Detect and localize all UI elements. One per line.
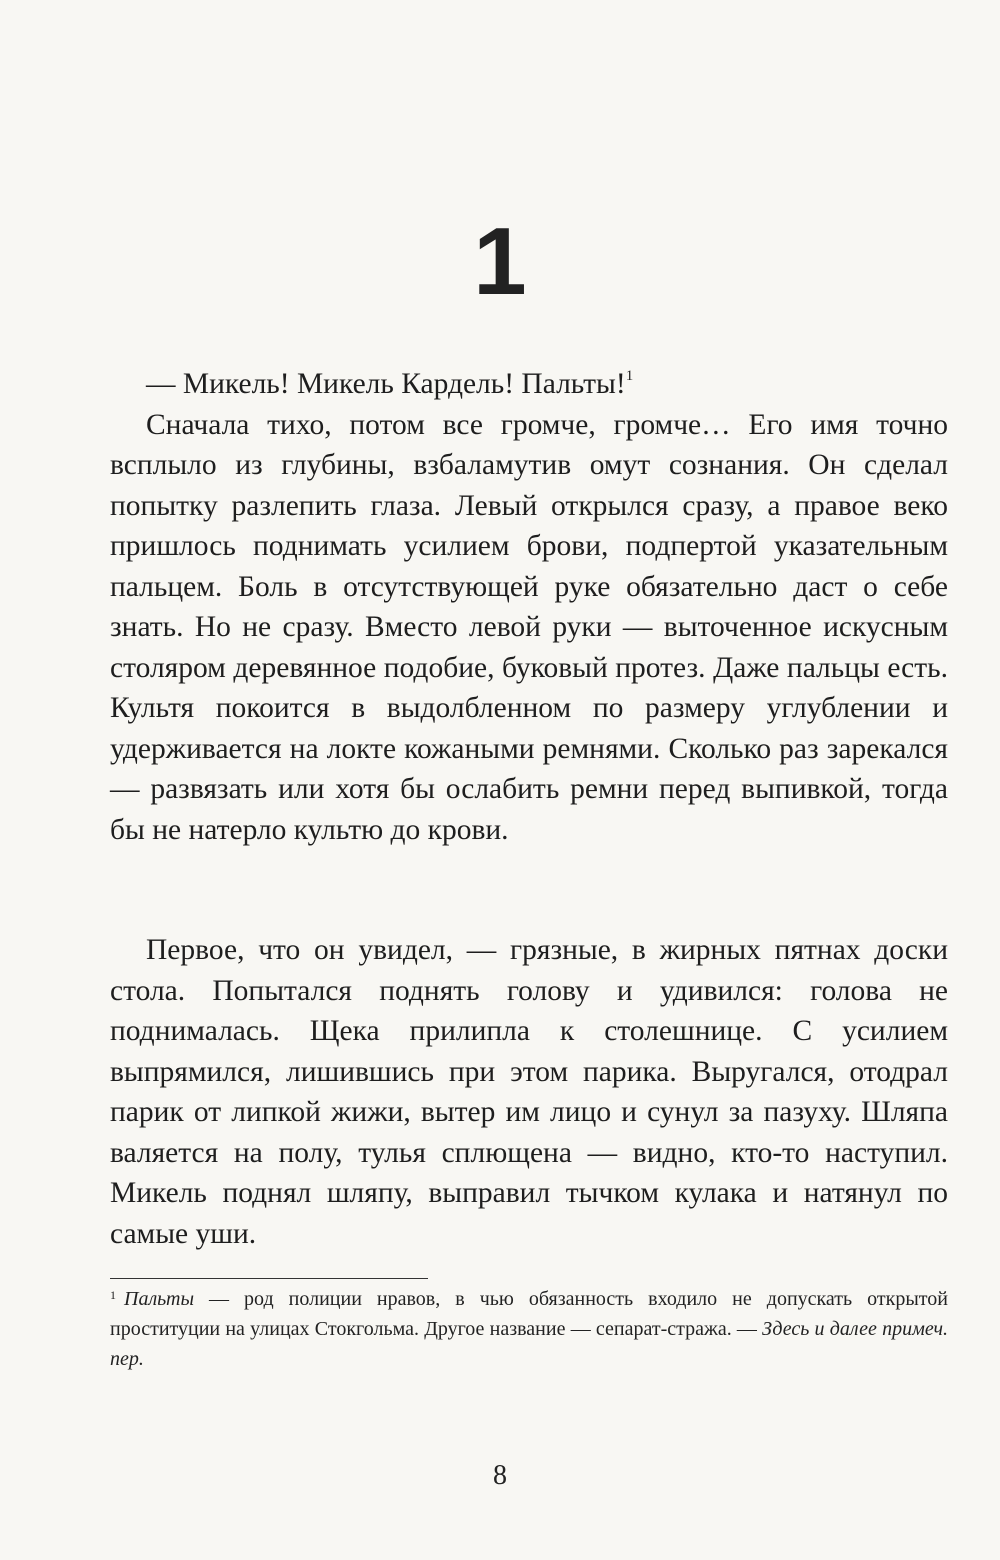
- footnote: [110, 1284, 948, 1374]
- footnote-term: Пальты: [124, 1288, 194, 1310]
- opening-dialogue-line: [110, 364, 948, 405]
- footnote-text: — род полиции нравов, в чью обязанность входило не допускать открытой проституции на улицах Стокгольма. Другое название — сепарат-стража. —: [110, 1288, 948, 1340]
- chapter-number: 1: [473, 208, 527, 315]
- dialogue-text: — Микель! Микель Кардель! Пальты!: [146, 368, 626, 400]
- footnote-translator-note: Здесь и далее примеч. пер.: [110, 1318, 948, 1370]
- footnote-divider: [110, 1278, 428, 1279]
- text-block-2: [110, 930, 948, 1254]
- footnote-reference[interactable]: 1: [625, 368, 634, 384]
- page-number: 8: [493, 1460, 507, 1491]
- footnote-marker: 1: [110, 1288, 116, 1302]
- paragraph: Первое, что он увидел, — грязные, в жирных пятнах доски стола. Попытался поднять голову и удивился: голова не поднималась. Щека прилипла к столешнице. С усилием выпрямился, лишившись при этом парика. Выругался, отодрал парик от липкой жижи, вытер им лицо и сунул за пазуху. Шляпа валяется на полу, тулья сплющена — видно, кто-то наступил. Микель поднял шляпу, выправил тычком кулака и натянул по самые уши.: [110, 934, 948, 1250]
- text-block-1: [110, 364, 948, 850]
- paragraph: Сначала тихо, потом все громче, громче… Его имя точно всплыло из глубины, взбаламутив омут сознания. Он сделал попытку разлепить глаза. Левый открылся сразу, а правое веко пришлось поднимать усилием брови, подпертой указательным пальцем. Боль в отсутствующей руке обязательно даст о себе знать. Но не сразу. Вместо левой руки — выточенное искусным столяром деревянное подобие, буковый протез. Даже пальцы есть. Культя покоится в выдолбленном по размеру углублении и удерживается на локте кожаными ремнями. Сколько раз зарекался — развязать или хотя бы ослабить ремни перед выпивкой, тогда бы не натерло культю до крови.: [110, 408, 948, 846]
